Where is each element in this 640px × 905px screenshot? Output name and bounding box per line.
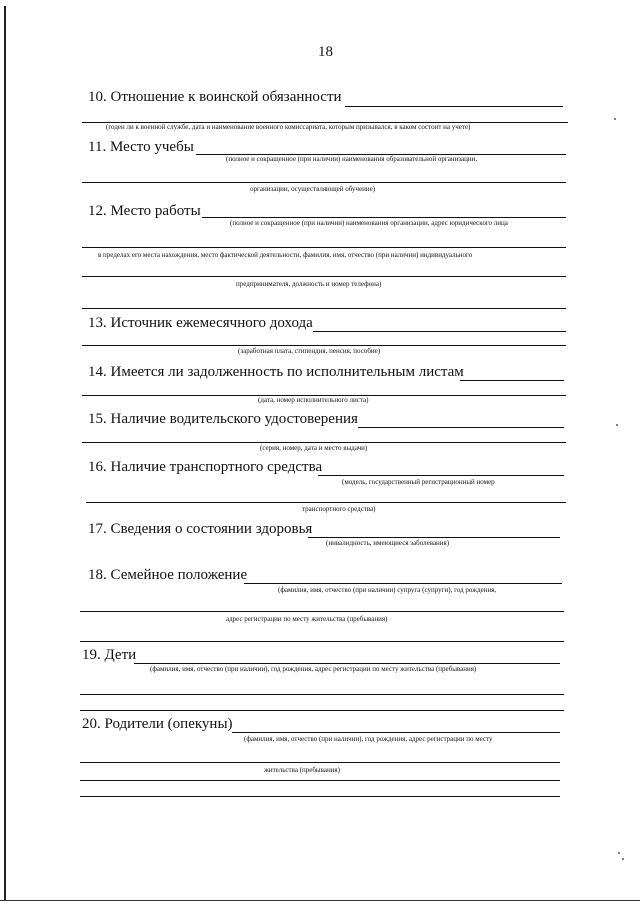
section-11-caption-2: организации, осуществляющей обучение) bbox=[250, 185, 376, 193]
section-10-caption: (годен ли к военной службе, дата и наименование военного комиссариата, которым призывался, в каком состоит на учете) bbox=[106, 123, 471, 131]
section-16-caption-2: транспортного средства) bbox=[302, 505, 376, 513]
section-18-fill-line bbox=[244, 583, 562, 584]
section-18-caption-1: (фамилия, имя, отчество (при наличии) супруга (супруги), год рождения, bbox=[278, 586, 497, 594]
section-15-caption: (серия, номер, дата и место выдачи) bbox=[260, 444, 368, 452]
section-16-caption-1: (модель, государственный регистрационный номер bbox=[342, 478, 495, 486]
page-edge-shadow bbox=[4, 6, 6, 901]
scan-speck bbox=[616, 424, 618, 426]
section-20-line-2 bbox=[80, 762, 560, 763]
section-18-line-3 bbox=[80, 641, 564, 642]
section-18-title: 18. Семейное положение bbox=[88, 567, 248, 583]
section-12-line-3 bbox=[82, 276, 566, 277]
section-19-caption: (фамилия, имя, отчество (при наличии), год рождения, адрес регистрации по месту жительства (пребывания) bbox=[150, 665, 477, 673]
section-13-fill-line bbox=[313, 331, 566, 332]
page-number: 18 bbox=[318, 44, 333, 60]
section-20-caption-1: (фамилия, имя, отчество (при наличии), год рождения, адрес регистрации по месту bbox=[244, 735, 493, 743]
section-20-title: 20. Родители (опекуны) bbox=[82, 716, 233, 732]
section-13-line-2 bbox=[82, 345, 566, 346]
section-17-title: 17. Сведения о состоянии здоровья bbox=[88, 521, 313, 537]
section-19-line-2 bbox=[80, 694, 564, 695]
section-14-fill-line bbox=[460, 380, 564, 381]
section-13-title: 13. Источник ежемесячного дохода bbox=[88, 315, 313, 331]
page-bottom-edge bbox=[0, 900, 640, 901]
section-15-fill-line bbox=[358, 427, 564, 428]
section-11-line-2 bbox=[82, 182, 566, 183]
section-11-caption-1: (полное и сокращенное (при наличии) наименования образовательной организации, bbox=[226, 155, 478, 163]
section-14-caption: (дата, номер исполнительного листа) bbox=[258, 396, 369, 404]
scan-speck bbox=[614, 118, 616, 120]
section-12-caption-1: (полное и сокращенное (при наличии) наименования организации, адрес юридического лица bbox=[230, 219, 508, 227]
section-20-fill-line bbox=[232, 732, 560, 733]
section-20-line-3 bbox=[80, 780, 560, 781]
section-15-title: 15. Наличие водительского удостоверения bbox=[88, 411, 358, 427]
section-19-line-3 bbox=[80, 710, 564, 711]
section-12-line-4 bbox=[82, 308, 566, 309]
section-12-line-2 bbox=[82, 247, 566, 248]
section-20-caption-2: жительства (пребывания) bbox=[264, 766, 340, 774]
section-10-fill-line bbox=[345, 106, 563, 107]
section-17-caption: (инвалидность, имеющиеся заболевания) bbox=[326, 539, 450, 547]
section-16-fill-line bbox=[318, 475, 564, 476]
section-19-title: 19. Дети bbox=[82, 647, 137, 663]
section-17-fill-line bbox=[308, 537, 560, 538]
section-11-title: 11. Место учебы bbox=[88, 139, 194, 155]
section-18-caption-2: адрес регистрации по месту жительства (пребывания) bbox=[226, 615, 388, 623]
scan-speck bbox=[618, 852, 620, 854]
scan-speck bbox=[622, 858, 624, 860]
section-18-line-2 bbox=[80, 611, 564, 612]
section-20-line-4 bbox=[80, 796, 560, 797]
section-14-title: 14. Имеется ли задолженность по исполнительным листам bbox=[88, 364, 464, 380]
section-12-fill-line bbox=[202, 217, 566, 218]
section-13-caption: (заработная плата, стипендия, пенсия, пособие) bbox=[238, 347, 381, 355]
section-16-title: 16. Наличие транспортного средства bbox=[88, 459, 323, 475]
section-19-fill-line bbox=[134, 663, 560, 664]
section-12-caption-3: предпринимателя, должность и номер телефона) bbox=[236, 280, 382, 288]
section-15-line-2 bbox=[82, 442, 566, 443]
section-12-title: 12. Место работы bbox=[88, 203, 201, 219]
section-16-line-2 bbox=[86, 502, 566, 503]
section-10-title: 10. Отношение к воинской обязанности bbox=[88, 89, 342, 105]
section-12-caption-2: в пределах его места нахождения, место фактической деятельности, фамилия, имя, отчество (при наличии) индивидуального bbox=[98, 251, 473, 259]
